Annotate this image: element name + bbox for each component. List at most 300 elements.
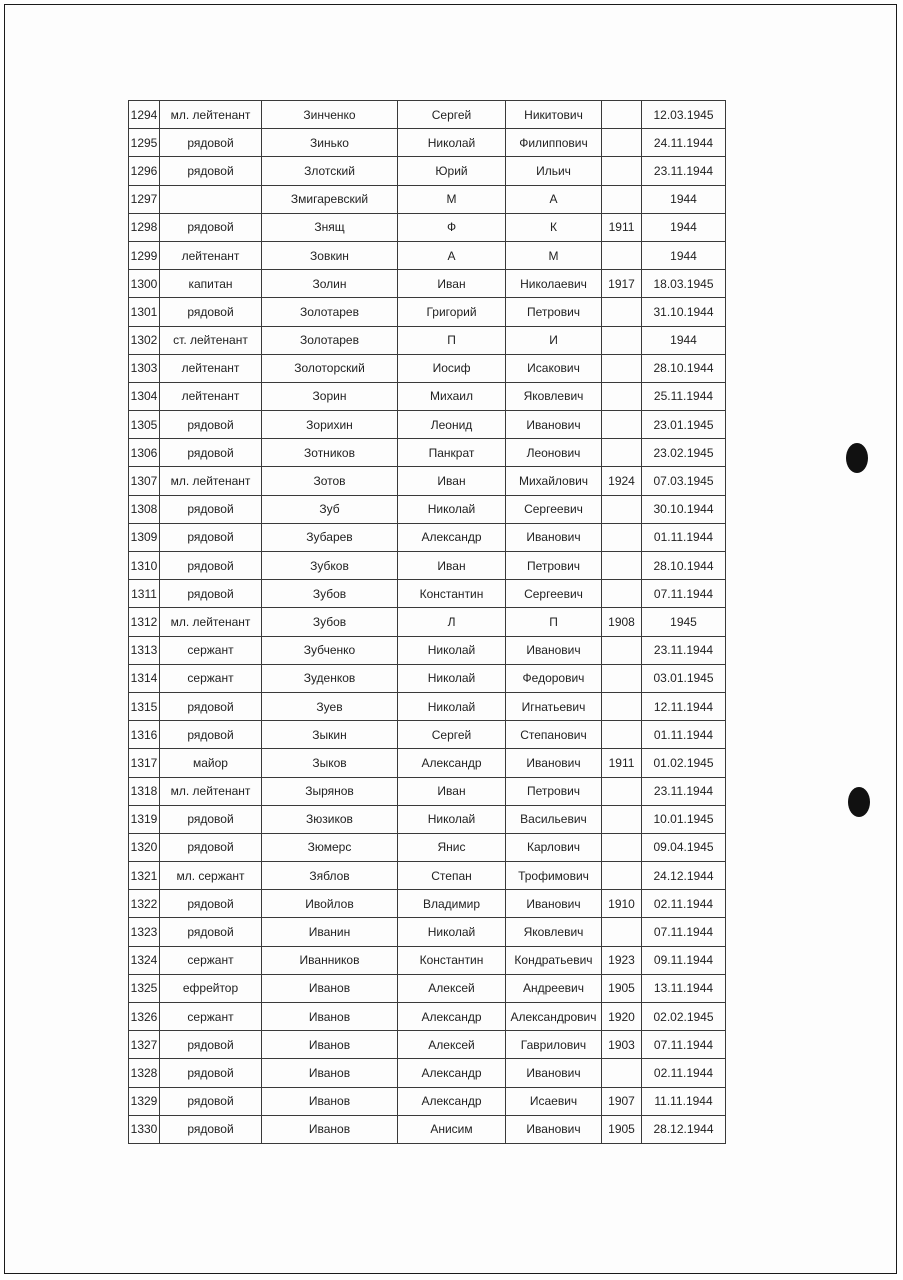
rank-cell	[160, 185, 262, 213]
rank-cell: рядовой	[160, 805, 262, 833]
birth-year-cell	[602, 580, 642, 608]
rank-cell: сержант	[160, 664, 262, 692]
date-cell: 01.11.1944	[642, 721, 726, 749]
date-cell: 28.10.1944	[642, 552, 726, 580]
table-row	[129, 749, 726, 777]
row-number-cell: 1310	[129, 552, 160, 580]
date-cell: 10.01.1945	[642, 805, 726, 833]
first-name-cell: Анисим	[398, 1115, 506, 1143]
first-name-cell: Михаил	[398, 382, 506, 410]
first-name-cell: Иван	[398, 777, 506, 805]
patronymic-cell: Карлович	[506, 833, 602, 861]
table-row	[129, 157, 726, 185]
first-name-cell: Алексей	[398, 974, 506, 1002]
patronymic-cell: Петрович	[506, 298, 602, 326]
date-cell: 12.11.1944	[642, 692, 726, 720]
last-name-cell: Иванин	[262, 918, 398, 946]
last-name-cell: Иванников	[262, 946, 398, 974]
table-row	[129, 411, 726, 439]
last-name-cell: Зубков	[262, 552, 398, 580]
first-name-cell: Александр	[398, 1087, 506, 1115]
table-row	[129, 298, 726, 326]
date-cell: 13.11.1944	[642, 974, 726, 1002]
patronymic-cell: Иванович	[506, 1059, 602, 1087]
table-row	[129, 664, 726, 692]
last-name-cell: Зуб	[262, 495, 398, 523]
table-row	[129, 382, 726, 410]
rank-cell: лейтенант	[160, 241, 262, 269]
patronymic-cell: Ильич	[506, 157, 602, 185]
first-name-cell: Александр	[398, 749, 506, 777]
birth-year-cell: 1907	[602, 1087, 642, 1115]
first-name-cell: Сергей	[398, 721, 506, 749]
table-row	[129, 185, 726, 213]
table-row	[129, 777, 726, 805]
last-name-cell: Зубарев	[262, 523, 398, 551]
row-number-cell: 1324	[129, 946, 160, 974]
last-name-cell: Иванов	[262, 1059, 398, 1087]
row-number-cell: 1301	[129, 298, 160, 326]
birth-year-cell: 1908	[602, 608, 642, 636]
table-row	[129, 270, 726, 298]
birth-year-cell	[602, 157, 642, 185]
rank-cell: мл. лейтенант	[160, 608, 262, 636]
table-row	[129, 692, 726, 720]
date-cell: 02.11.1944	[642, 890, 726, 918]
row-number-cell: 1326	[129, 1003, 160, 1031]
rank-cell: рядовой	[160, 692, 262, 720]
first-name-cell: Панкрат	[398, 439, 506, 467]
patronymic-cell: Иванович	[506, 1115, 602, 1143]
last-name-cell: Иванов	[262, 1115, 398, 1143]
last-name-cell: Иванов	[262, 974, 398, 1002]
table-row	[129, 213, 726, 241]
date-cell: 09.11.1944	[642, 946, 726, 974]
birth-year-cell	[602, 523, 642, 551]
last-name-cell: Знящ	[262, 213, 398, 241]
birth-year-cell	[602, 298, 642, 326]
table-row	[129, 1003, 726, 1031]
table-row	[129, 608, 726, 636]
row-number-cell: 1316	[129, 721, 160, 749]
table-row	[129, 129, 726, 157]
first-name-cell: М	[398, 185, 506, 213]
table-row	[129, 890, 726, 918]
row-number-cell: 1302	[129, 326, 160, 354]
last-name-cell: Зинченко	[262, 101, 398, 129]
row-number-cell: 1309	[129, 523, 160, 551]
birth-year-cell	[602, 636, 642, 664]
table-row	[129, 805, 726, 833]
birth-year-cell	[602, 1059, 642, 1087]
table-row	[129, 495, 726, 523]
last-name-cell: Змигаревский	[262, 185, 398, 213]
rank-cell: рядовой	[160, 1115, 262, 1143]
last-name-cell: Ивойлов	[262, 890, 398, 918]
table-row	[129, 523, 726, 551]
last-name-cell: Иванов	[262, 1087, 398, 1115]
birth-year-cell	[602, 552, 642, 580]
punch-hole-mark	[846, 443, 868, 473]
last-name-cell: Зорихин	[262, 411, 398, 439]
row-number-cell: 1325	[129, 974, 160, 1002]
table-row	[129, 439, 726, 467]
patronymic-cell: Игнатьевич	[506, 692, 602, 720]
first-name-cell: Юрий	[398, 157, 506, 185]
date-cell: 1944	[642, 326, 726, 354]
first-name-cell: Александр	[398, 523, 506, 551]
birth-year-cell: 1905	[602, 974, 642, 1002]
birth-year-cell	[602, 862, 642, 890]
last-name-cell: Золотарев	[262, 298, 398, 326]
first-name-cell: Сергей	[398, 101, 506, 129]
row-number-cell: 1315	[129, 692, 160, 720]
row-number-cell: 1306	[129, 439, 160, 467]
first-name-cell: Янис	[398, 833, 506, 861]
patronymic-cell: Иванович	[506, 749, 602, 777]
row-number-cell: 1329	[129, 1087, 160, 1115]
patronymic-cell: Филиппович	[506, 129, 602, 157]
roster-table-body	[129, 101, 726, 1144]
patronymic-cell: Петрович	[506, 777, 602, 805]
birth-year-cell	[602, 129, 642, 157]
row-number-cell: 1322	[129, 890, 160, 918]
last-name-cell: Зорин	[262, 382, 398, 410]
birth-year-cell	[602, 777, 642, 805]
first-name-cell: Алексей	[398, 1031, 506, 1059]
rank-cell: рядовой	[160, 129, 262, 157]
birth-year-cell	[602, 411, 642, 439]
patronymic-cell: М	[506, 241, 602, 269]
last-name-cell: Иванов	[262, 1003, 398, 1031]
first-name-cell: Николай	[398, 129, 506, 157]
table-row	[129, 721, 726, 749]
rank-cell: лейтенант	[160, 382, 262, 410]
last-name-cell: Зинько	[262, 129, 398, 157]
patronymic-cell: Иванович	[506, 523, 602, 551]
table-row	[129, 552, 726, 580]
patronymic-cell: Сергеевич	[506, 495, 602, 523]
patronymic-cell: Яковлевич	[506, 918, 602, 946]
date-cell: 07.03.1945	[642, 467, 726, 495]
last-name-cell: Зуденков	[262, 664, 398, 692]
date-cell: 24.12.1944	[642, 862, 726, 890]
patronymic-cell: Петрович	[506, 552, 602, 580]
rank-cell: рядовой	[160, 157, 262, 185]
patronymic-cell: Никитович	[506, 101, 602, 129]
rank-cell: капитан	[160, 270, 262, 298]
rank-cell: рядовой	[160, 213, 262, 241]
first-name-cell: Иван	[398, 270, 506, 298]
punch-hole-mark	[848, 787, 870, 817]
birth-year-cell: 1923	[602, 946, 642, 974]
date-cell: 12.03.1945	[642, 101, 726, 129]
birth-year-cell	[602, 664, 642, 692]
patronymic-cell: А	[506, 185, 602, 213]
first-name-cell: Иван	[398, 467, 506, 495]
first-name-cell: Константин	[398, 580, 506, 608]
row-number-cell: 1330	[129, 1115, 160, 1143]
birth-year-cell	[602, 833, 642, 861]
rank-cell: рядовой	[160, 833, 262, 861]
table-row	[129, 862, 726, 890]
rank-cell: рядовой	[160, 411, 262, 439]
birth-year-cell	[602, 185, 642, 213]
table-row	[129, 580, 726, 608]
birth-year-cell	[602, 495, 642, 523]
table-row	[129, 918, 726, 946]
rank-cell: лейтенант	[160, 354, 262, 382]
date-cell: 28.10.1944	[642, 354, 726, 382]
first-name-cell: Григорий	[398, 298, 506, 326]
first-name-cell: Николай	[398, 692, 506, 720]
date-cell: 07.11.1944	[642, 918, 726, 946]
date-cell: 23.02.1945	[642, 439, 726, 467]
date-cell: 18.03.1945	[642, 270, 726, 298]
patronymic-cell: Леонович	[506, 439, 602, 467]
row-number-cell: 1314	[129, 664, 160, 692]
row-number-cell: 1298	[129, 213, 160, 241]
first-name-cell: Л	[398, 608, 506, 636]
first-name-cell: Степан	[398, 862, 506, 890]
rank-cell: мл. сержант	[160, 862, 262, 890]
last-name-cell: Зыков	[262, 749, 398, 777]
table-row	[129, 974, 726, 1002]
row-number-cell: 1300	[129, 270, 160, 298]
row-number-cell: 1311	[129, 580, 160, 608]
date-cell: 03.01.1945	[642, 664, 726, 692]
first-name-cell: Николай	[398, 664, 506, 692]
patronymic-cell: Сергеевич	[506, 580, 602, 608]
first-name-cell: Николай	[398, 495, 506, 523]
patronymic-cell: Иванович	[506, 636, 602, 664]
patronymic-cell: Федорович	[506, 664, 602, 692]
last-name-cell: Злотский	[262, 157, 398, 185]
date-cell: 1944	[642, 241, 726, 269]
date-cell: 07.11.1944	[642, 1031, 726, 1059]
row-number-cell: 1320	[129, 833, 160, 861]
patronymic-cell: Исаевич	[506, 1087, 602, 1115]
last-name-cell: Зубов	[262, 580, 398, 608]
first-name-cell: Иван	[398, 552, 506, 580]
birth-year-cell	[602, 692, 642, 720]
first-name-cell: А	[398, 241, 506, 269]
rank-cell: мл. лейтенант	[160, 101, 262, 129]
rank-cell: сержант	[160, 1003, 262, 1031]
birth-year-cell: 1905	[602, 1115, 642, 1143]
rank-cell: ефрейтор	[160, 974, 262, 1002]
row-number-cell: 1312	[129, 608, 160, 636]
table-row	[129, 101, 726, 129]
date-cell: 25.11.1944	[642, 382, 726, 410]
rank-cell: рядовой	[160, 890, 262, 918]
rank-cell: рядовой	[160, 298, 262, 326]
row-number-cell: 1297	[129, 185, 160, 213]
roster-table	[128, 100, 726, 1144]
first-name-cell: Александр	[398, 1003, 506, 1031]
birth-year-cell	[602, 354, 642, 382]
patronymic-cell: Иванович	[506, 411, 602, 439]
rank-cell: рядовой	[160, 1031, 262, 1059]
row-number-cell: 1328	[129, 1059, 160, 1087]
first-name-cell: Николай	[398, 805, 506, 833]
table-row	[129, 1087, 726, 1115]
date-cell: 1945	[642, 608, 726, 636]
row-number-cell: 1296	[129, 157, 160, 185]
date-cell: 28.12.1944	[642, 1115, 726, 1143]
date-cell: 24.11.1944	[642, 129, 726, 157]
birth-year-cell: 1910	[602, 890, 642, 918]
date-cell: 09.04.1945	[642, 833, 726, 861]
patronymic-cell: Исакович	[506, 354, 602, 382]
birth-year-cell	[602, 805, 642, 833]
table-row	[129, 1059, 726, 1087]
last-name-cell: Золоторский	[262, 354, 398, 382]
row-number-cell: 1317	[129, 749, 160, 777]
row-number-cell: 1318	[129, 777, 160, 805]
patronymic-cell: Кондратьевич	[506, 946, 602, 974]
birth-year-cell	[602, 326, 642, 354]
table-row	[129, 1031, 726, 1059]
first-name-cell: Иосиф	[398, 354, 506, 382]
last-name-cell: Зуев	[262, 692, 398, 720]
date-cell: 07.11.1944	[642, 580, 726, 608]
first-name-cell: Николай	[398, 636, 506, 664]
rank-cell: рядовой	[160, 439, 262, 467]
row-number-cell: 1303	[129, 354, 160, 382]
table-row	[129, 326, 726, 354]
row-number-cell: 1327	[129, 1031, 160, 1059]
date-cell: 01.11.1944	[642, 523, 726, 551]
row-number-cell: 1308	[129, 495, 160, 523]
rank-cell: рядовой	[160, 495, 262, 523]
last-name-cell: Зотов	[262, 467, 398, 495]
birth-year-cell	[602, 382, 642, 410]
birth-year-cell	[602, 241, 642, 269]
last-name-cell: Зяблов	[262, 862, 398, 890]
date-cell: 01.02.1945	[642, 749, 726, 777]
date-cell: 23.11.1944	[642, 777, 726, 805]
rank-cell: ст. лейтенант	[160, 326, 262, 354]
patronymic-cell: Андреевич	[506, 974, 602, 1002]
first-name-cell: Леонид	[398, 411, 506, 439]
birth-year-cell: 1920	[602, 1003, 642, 1031]
rank-cell: рядовой	[160, 580, 262, 608]
table-row	[129, 1115, 726, 1143]
birth-year-cell: 1903	[602, 1031, 642, 1059]
last-name-cell: Зотников	[262, 439, 398, 467]
row-number-cell: 1295	[129, 129, 160, 157]
row-number-cell: 1299	[129, 241, 160, 269]
first-name-cell: Константин	[398, 946, 506, 974]
rank-cell: рядовой	[160, 523, 262, 551]
table-row	[129, 636, 726, 664]
last-name-cell: Зюзиков	[262, 805, 398, 833]
table-row	[129, 946, 726, 974]
patronymic-cell: П	[506, 608, 602, 636]
patronymic-cell: Михайлович	[506, 467, 602, 495]
rank-cell: рядовой	[160, 721, 262, 749]
patronymic-cell: Иванович	[506, 890, 602, 918]
birth-year-cell: 1911	[602, 749, 642, 777]
last-name-cell: Зубов	[262, 608, 398, 636]
patronymic-cell: Трофимович	[506, 862, 602, 890]
table-row	[129, 354, 726, 382]
patronymic-cell: Яковлевич	[506, 382, 602, 410]
birth-year-cell: 1911	[602, 213, 642, 241]
patronymic-cell: Степанович	[506, 721, 602, 749]
table-row	[129, 833, 726, 861]
first-name-cell: Ф	[398, 213, 506, 241]
last-name-cell: Зюмерс	[262, 833, 398, 861]
row-number-cell: 1319	[129, 805, 160, 833]
rank-cell: рядовой	[160, 1087, 262, 1115]
date-cell: 30.10.1944	[642, 495, 726, 523]
first-name-cell: Владимир	[398, 890, 506, 918]
row-number-cell: 1323	[129, 918, 160, 946]
patronymic-cell: Александрович	[506, 1003, 602, 1031]
date-cell: 23.11.1944	[642, 157, 726, 185]
last-name-cell: Зыкин	[262, 721, 398, 749]
row-number-cell: 1294	[129, 101, 160, 129]
rank-cell: рядовой	[160, 1059, 262, 1087]
birth-year-cell	[602, 918, 642, 946]
last-name-cell: Золотарев	[262, 326, 398, 354]
birth-year-cell	[602, 721, 642, 749]
birth-year-cell	[602, 101, 642, 129]
row-number-cell: 1321	[129, 862, 160, 890]
last-name-cell: Зырянов	[262, 777, 398, 805]
row-number-cell: 1307	[129, 467, 160, 495]
patronymic-cell: И	[506, 326, 602, 354]
table-row	[129, 467, 726, 495]
rank-cell: рядовой	[160, 918, 262, 946]
rank-cell: сержант	[160, 946, 262, 974]
date-cell: 02.02.1945	[642, 1003, 726, 1031]
rank-cell: мл. лейтенант	[160, 467, 262, 495]
row-number-cell: 1304	[129, 382, 160, 410]
rank-cell: рядовой	[160, 552, 262, 580]
birth-year-cell: 1917	[602, 270, 642, 298]
date-cell: 23.11.1944	[642, 636, 726, 664]
date-cell: 11.11.1944	[642, 1087, 726, 1115]
date-cell: 23.01.1945	[642, 411, 726, 439]
date-cell: 1944	[642, 213, 726, 241]
rank-cell: майор	[160, 749, 262, 777]
date-cell: 31.10.1944	[642, 298, 726, 326]
row-number-cell: 1313	[129, 636, 160, 664]
last-name-cell: Зовкин	[262, 241, 398, 269]
table-row	[129, 241, 726, 269]
rank-cell: мл. лейтенант	[160, 777, 262, 805]
last-name-cell: Иванов	[262, 1031, 398, 1059]
patronymic-cell: Гаврилович	[506, 1031, 602, 1059]
patronymic-cell: К	[506, 213, 602, 241]
rank-cell: сержант	[160, 636, 262, 664]
row-number-cell: 1305	[129, 411, 160, 439]
date-cell: 1944	[642, 185, 726, 213]
patronymic-cell: Николаевич	[506, 270, 602, 298]
last-name-cell: Золин	[262, 270, 398, 298]
first-name-cell: Александр	[398, 1059, 506, 1087]
date-cell: 02.11.1944	[642, 1059, 726, 1087]
first-name-cell: Николай	[398, 918, 506, 946]
patronymic-cell: Васильевич	[506, 805, 602, 833]
last-name-cell: Зубченко	[262, 636, 398, 664]
birth-year-cell	[602, 439, 642, 467]
first-name-cell: П	[398, 326, 506, 354]
birth-year-cell: 1924	[602, 467, 642, 495]
